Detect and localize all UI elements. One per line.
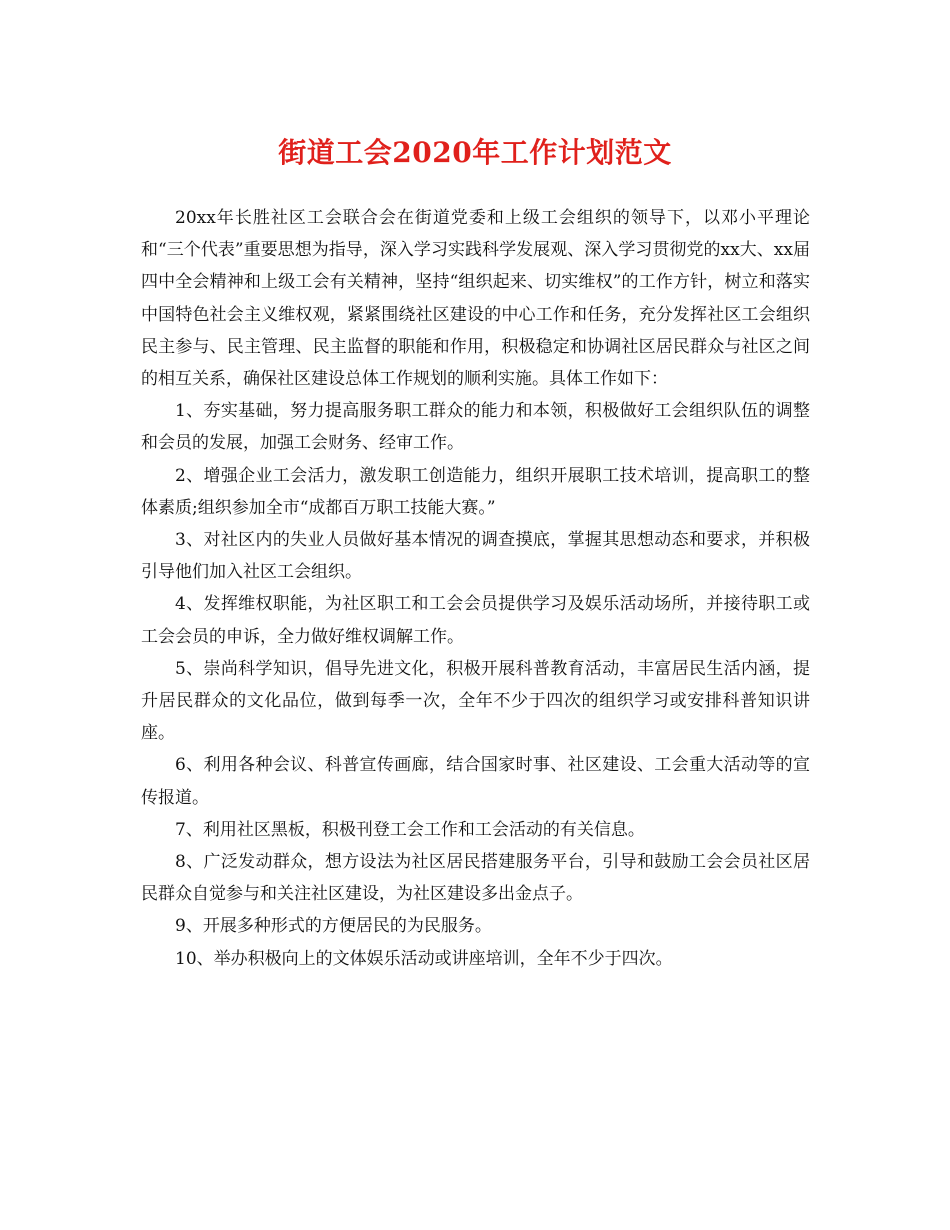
paragraph-item-5: 5、崇尚科学知识，倡导先进文化，积极开展科普教育活动，丰富居民生活内涵，提升居民群众的文化品位，做到每季一次，全年不少于四次的组织学习或安排科普知识讲座。	[141, 658, 810, 744]
document-title: 街道工会2020年工作计划范文	[278, 136, 672, 169]
paragraph-item-1: 1、夯实基础，努力提高服务职工群众的能力和本领，积极做好工会组织队伍的调整和会员的发展，加强工会财务、经审工作。	[141, 401, 810, 454]
paragraph-item-2: 2、增强企业工会活力，激发职工创造能力，组织开展职工技术培训，提高职工的整体素质;组织参加全市“成都百万职工技能大赛。”	[141, 465, 810, 518]
paragraph-item-6: 6、利用各种会议、科普宣传画廊，结合国家时事、社区建设、工会重大活动等的宣传报道。	[141, 755, 810, 808]
paragraph-item-3: 3、对社区内的失业人员做好基本情况的调查摸底，掌握其思想动态和要求，并积极引导他们加入社区工会组织。	[141, 530, 810, 583]
paragraph-item-7: 7、利用社区黑板，积极刊登工会工作和工会活动的有关信息。	[175, 819, 645, 840]
paragraph-item-9: 9、开展多种形式的方便居民的为民服务。	[175, 916, 492, 937]
paragraph-intro: 20xx年长胜社区工会联合会在街道党委和上级工会组织的领导下，以邓小平理论和“三个代表”重要思想为指导，深入学习实践科学发展观、深入学习贯彻党的xx大、xx届四中全会精神和上级工会有关精神，坚持“组织起来、切实维权”的工作方针，树立和落实中国特色社会主义维权观，紧紧围绕社区建设的中心工作和任务，充分发挥社区工会组织民主参与、民主管理、民主监督的职能和作用，积极稳定和协调社区居民群众与社区之间的相互关系，确保社区建设总体工作规划的顺利实施。具体工作如下：	[141, 208, 810, 390]
paragraph-item-8: 8、广泛发动群众，想方设法为社区居民搭建服务平台，引导和鼓励工会会员社区居民群众自觉参与和关注社区建设，为社区建设多出金点子。	[141, 852, 810, 905]
paragraph-item-4: 4、发挥维权职能，为社区职工和工会会员提供学习及娱乐活动场所，并接待职工或工会会员的申诉，全力做好维权调解工作。	[141, 594, 810, 647]
document-body	[141, 202, 810, 975]
paragraph-item-10: 10、举办积极向上的文体娱乐活动或讲座培训，全年不少于四次。	[175, 948, 673, 969]
